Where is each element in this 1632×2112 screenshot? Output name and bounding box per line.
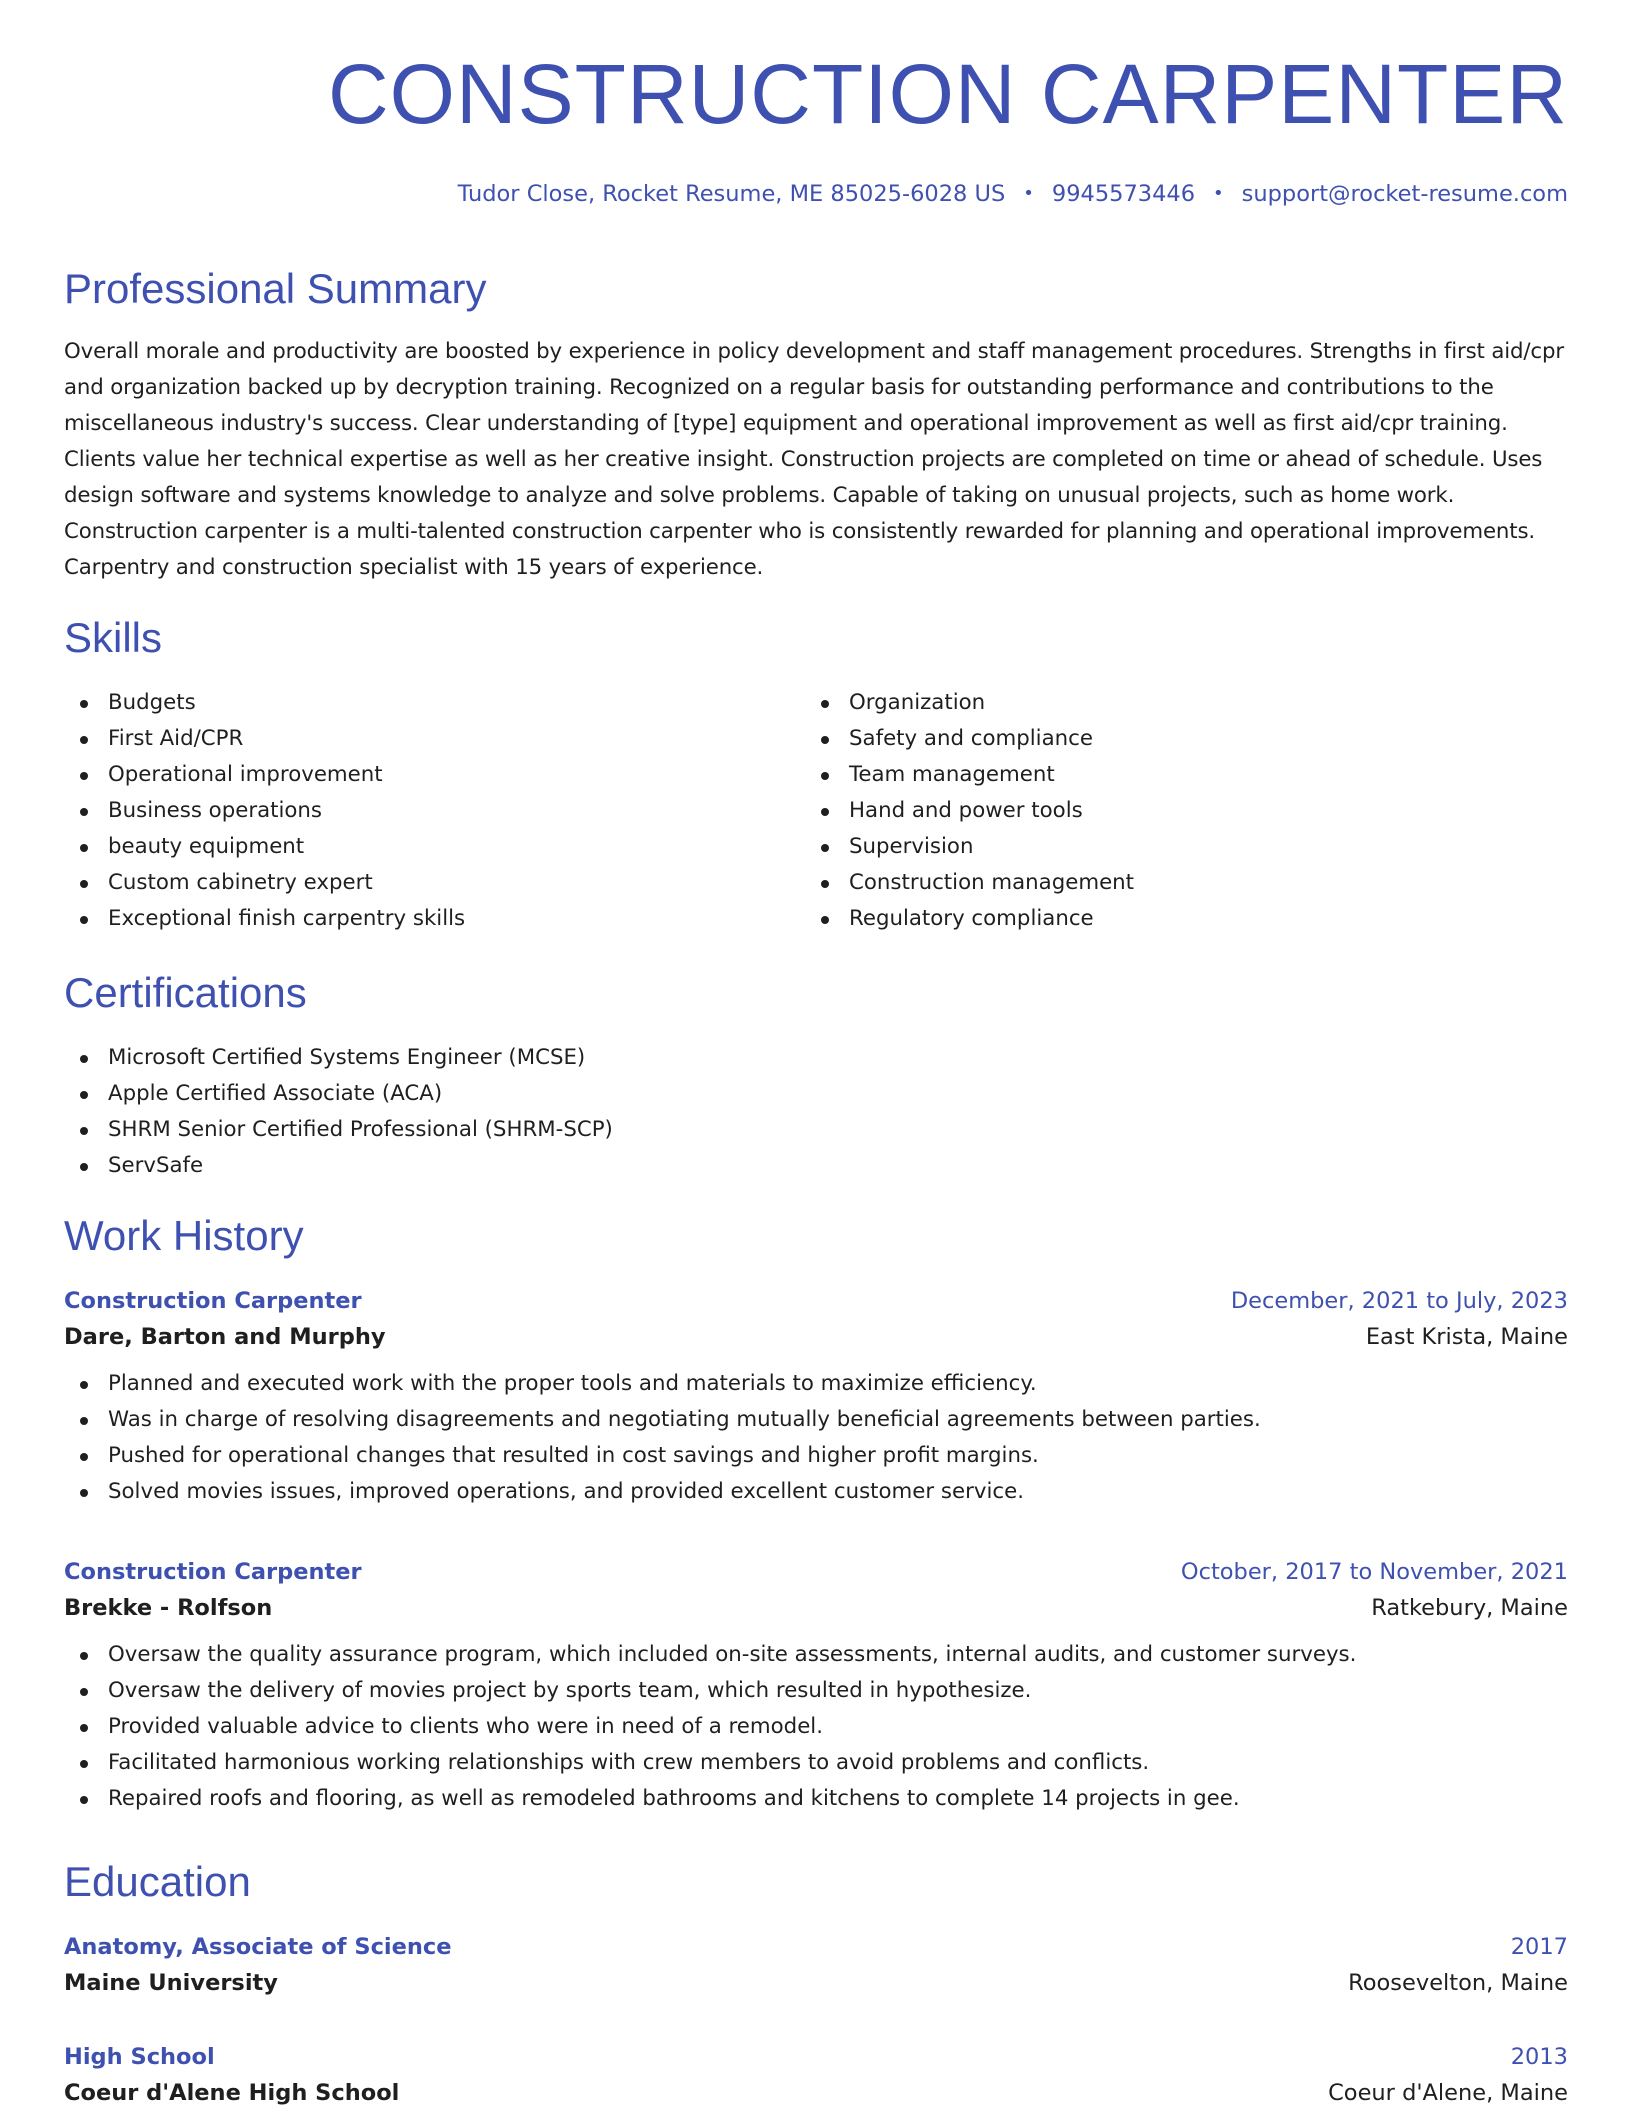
- education-degree: Anatomy, Associate of Science: [64, 1934, 452, 1960]
- job-duty-item: Repaired roofs and flooring, as well as remodeled bathrooms and kitchens to complete 14 projects in gee.: [64, 1781, 1568, 1817]
- education-location: Roosevelton, Maine: [1348, 1970, 1568, 1996]
- section-title-summary: Professional Summary: [64, 265, 487, 312]
- certifications-list: [64, 1040, 1568, 1184]
- job-duty-item: Was in charge of resolving disagreements and negotiating mutually beneficial agreements between parties.: [64, 1402, 1568, 1438]
- job-entry: [64, 1559, 1568, 1817]
- skill-item: First Aid/CPR: [64, 721, 805, 757]
- job-duty-item: Facilitated harmonious working relationships with crew members to avoid problems and conflicts.: [64, 1745, 1568, 1781]
- skill-item: Construction management: [805, 865, 1546, 901]
- job-duty-item: Solved movies issues, improved operations, and provided excellent customer service.: [64, 1474, 1568, 1510]
- education-degree: High School: [64, 2044, 215, 2070]
- contact-address: Tudor Close, Rocket Resume, ME 85025-6028 US: [457, 181, 1006, 207]
- job-duty-item: Provided valuable advice to clients who were in need of a remodel.: [64, 1709, 1568, 1745]
- certifications-section: [64, 969, 1568, 1184]
- certification-item: Apple Certified Associate (ACA): [64, 1076, 1568, 1112]
- contact-email[interactable]: support@rocket-resume.com: [1241, 181, 1568, 207]
- section-title-skills: Skills: [64, 614, 163, 661]
- certification-item: ServSafe: [64, 1148, 1568, 1184]
- skill-item: Exceptional finish carpentry skills: [64, 901, 805, 937]
- education-year: 2013: [1510, 2044, 1568, 2070]
- job-duty-item: Oversaw the delivery of movies project by sports team, which resulted in hypothesize.: [64, 1673, 1568, 1709]
- contact-line: [458, 183, 1568, 206]
- section-title-work-history: Work History: [64, 1212, 304, 1259]
- summary-section: [64, 265, 1568, 586]
- resume-name: CONSTRUCTION CARPENTER: [327, 47, 1568, 141]
- contact-separator: •: [1213, 183, 1224, 204]
- education-year: 2017: [1510, 1934, 1568, 1960]
- job-header-row: [64, 1288, 1568, 1314]
- skills-column-right: [805, 685, 1546, 937]
- skill-item: Hand and power tools: [805, 793, 1546, 829]
- job-company-row: [64, 1324, 1568, 1350]
- skills-list-right: [805, 685, 1546, 937]
- job-company: Brekke - Rolfson: [64, 1595, 273, 1621]
- certification-item: SHRM Senior Certified Professional (SHRM-SCP): [64, 1112, 1568, 1148]
- job-location: Ratkebury, Maine: [1371, 1595, 1568, 1621]
- skill-item: Regulatory compliance: [805, 901, 1546, 937]
- education-section: [64, 1858, 1568, 1905]
- skill-item: Custom cabinetry expert: [64, 865, 805, 901]
- skill-item: beauty equipment: [64, 829, 805, 865]
- skill-item: Business operations: [64, 793, 805, 829]
- work-history-section: [64, 1212, 1568, 1259]
- skill-item: Supervision: [805, 829, 1546, 865]
- education-school-row: [64, 2080, 1568, 2106]
- certification-item: Microsoft Certified Systems Engineer (MCSE): [64, 1040, 1568, 1076]
- education-school-row: [64, 1970, 1568, 1996]
- job-duty-item: Planned and executed work with the proper tools and materials to maximize efficiency.: [64, 1366, 1568, 1402]
- section-title-education: Education: [64, 1858, 251, 1905]
- job-entry: [64, 1288, 1568, 1510]
- job-dates: October, 2017 to November, 2021: [1180, 1559, 1568, 1585]
- skills-list-left: [64, 685, 805, 937]
- job-header-row: [64, 1559, 1568, 1585]
- job-title: Construction Carpenter: [64, 1288, 362, 1314]
- contact-separator: •: [1023, 183, 1034, 204]
- job-company-row: [64, 1595, 1568, 1621]
- summary-text: Overall morale and productivity are boosted by experience in policy development and staff management procedures. Strengths in first aid/cpr and organization backed up by decryption training. Recognized on a regular basis for outstanding performance and contributions to the miscellaneous industry's success. Clear understanding of [type] equipment and operational improvement as well as first aid/cpr training. Clients value her technical expertise as well as her creative insight. Construction projects are completed on time or ahead of schedule. Uses design software and systems knowledge to analyze and solve problems. Capable of taking on unusual projects, such as home work. Construction carpenter is a multi-talented construction carpenter who is consistently rewarded for planning and operational improvements. Carpentry and construction specialist with 15 years of experience.: [64, 339, 1564, 580]
- job-location: East Krista, Maine: [1365, 1324, 1568, 1350]
- skills-column-left: [64, 685, 805, 937]
- education-header-row: [64, 2044, 1568, 2070]
- education-header-row: [64, 1934, 1568, 1960]
- job-duties-list: [64, 1637, 1568, 1817]
- education-school: Coeur d'Alene High School: [64, 2080, 400, 2106]
- education-entry: [64, 1934, 1568, 1996]
- section-title-certifications: Certifications: [64, 969, 307, 1016]
- job-duty-item: Oversaw the quality assurance program, which included on-site assessments, internal audits, and customer surveys.: [64, 1637, 1568, 1673]
- job-title: Construction Carpenter: [64, 1559, 362, 1585]
- job-duties-list: [64, 1366, 1568, 1510]
- job-dates: December, 2021 to July, 2023: [1230, 1288, 1568, 1314]
- skill-item: Operational improvement: [64, 757, 805, 793]
- skill-item: Safety and compliance: [805, 721, 1546, 757]
- education-school: Maine University: [64, 1970, 278, 1996]
- job-company: Dare, Barton and Murphy: [64, 1324, 386, 1350]
- skills-grid: [64, 685, 1568, 937]
- skill-item: Organization: [805, 685, 1546, 721]
- skills-section: [64, 614, 1568, 937]
- education-location: Coeur d'Alene, Maine: [1328, 2080, 1568, 2106]
- education-entry: [64, 2044, 1568, 2106]
- job-duty-item: Pushed for operational changes that resulted in cost savings and higher profit margins.: [64, 1438, 1568, 1474]
- skill-item: Budgets: [64, 685, 805, 721]
- skill-item: Team management: [805, 757, 1546, 793]
- contact-phone: 9945573446: [1051, 181, 1196, 207]
